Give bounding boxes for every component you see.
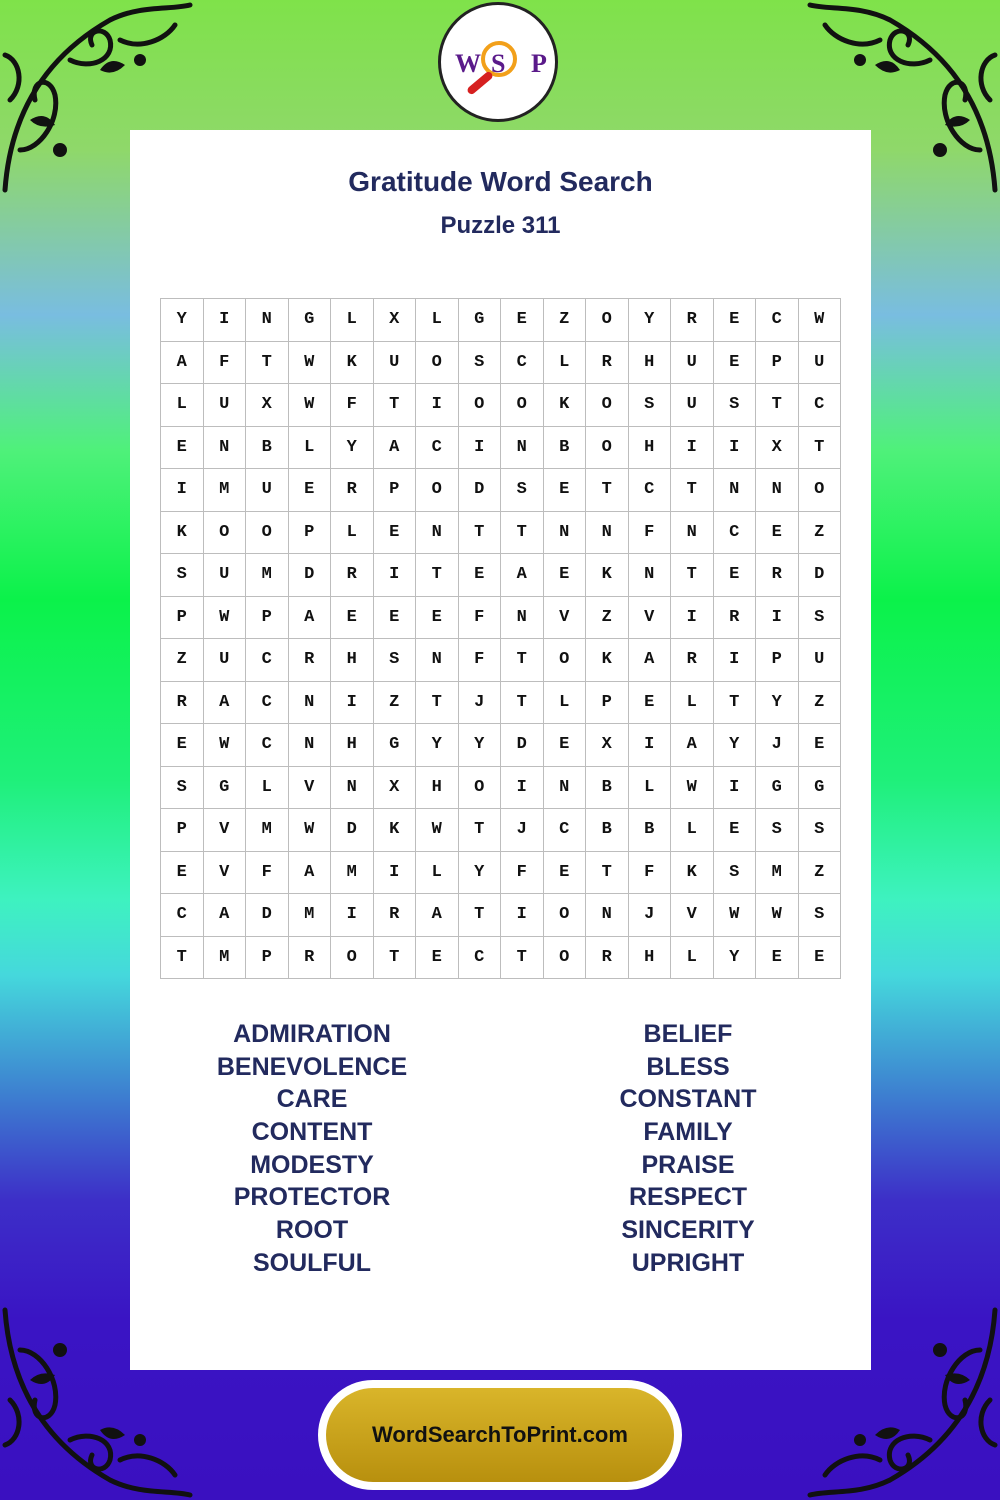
grid-cell[interactable]: C bbox=[416, 427, 459, 470]
grid-cell[interactable]: Z bbox=[799, 512, 842, 555]
grid-cell[interactable]: N bbox=[416, 639, 459, 682]
word-list-item: BLESS bbox=[646, 1052, 730, 1081]
grid-cell[interactable]: F bbox=[459, 597, 502, 640]
grid-cell[interactable]: W bbox=[416, 809, 459, 852]
grid-cell[interactable]: S bbox=[161, 554, 204, 597]
grid-cell[interactable]: F bbox=[204, 342, 247, 385]
grid-cell[interactable]: E bbox=[374, 512, 417, 555]
word-list-item: ADMIRATION bbox=[233, 1020, 391, 1048]
grid-cell[interactable]: P bbox=[161, 809, 204, 852]
puzzle-card bbox=[130, 130, 871, 1370]
grid-cell[interactable]: W bbox=[289, 342, 332, 385]
grid-cell[interactable]: H bbox=[416, 767, 459, 810]
grid-cell[interactable]: Y bbox=[459, 852, 502, 895]
grid-cell[interactable]: A bbox=[289, 597, 332, 640]
grid-cell[interactable]: C bbox=[459, 937, 502, 980]
site-link-banner[interactable] bbox=[318, 1380, 682, 1490]
grid-cell[interactable]: Y bbox=[416, 724, 459, 767]
grid-cell[interactable]: O bbox=[501, 384, 544, 427]
word-list-item: PRAISE bbox=[641, 1150, 735, 1179]
grid-cell[interactable]: P bbox=[586, 682, 629, 725]
grid-cell[interactable]: R bbox=[756, 554, 799, 597]
grid-cell[interactable]: Y bbox=[756, 682, 799, 725]
grid-cell[interactable]: G bbox=[756, 767, 799, 810]
grid-cell[interactable]: D bbox=[246, 894, 289, 937]
grid-cell[interactable]: U bbox=[799, 639, 842, 682]
grid-cell[interactable]: O bbox=[416, 342, 459, 385]
grid-cell[interactable]: E bbox=[756, 937, 799, 980]
grid-cell[interactable]: H bbox=[331, 724, 374, 767]
grid-cell[interactable]: E bbox=[161, 427, 204, 470]
grid-cell[interactable]: X bbox=[246, 384, 289, 427]
grid-cell[interactable]: E bbox=[544, 852, 587, 895]
grid-cell[interactable]: S bbox=[501, 469, 544, 512]
grid-cell[interactable]: E bbox=[161, 724, 204, 767]
grid-cell[interactable]: F bbox=[629, 852, 672, 895]
grid-cell[interactable]: Y bbox=[161, 299, 204, 342]
grid-cell[interactable]: Z bbox=[799, 682, 842, 725]
grid-cell[interactable]: I bbox=[204, 299, 247, 342]
grid-cell[interactable]: T bbox=[161, 937, 204, 980]
word-list-item: CONTENT bbox=[251, 1118, 373, 1147]
grid-cell[interactable]: I bbox=[374, 852, 417, 895]
grid-cell[interactable]: E bbox=[416, 937, 459, 980]
grid-cell[interactable]: C bbox=[799, 384, 842, 427]
grid-cell[interactable]: P bbox=[246, 937, 289, 980]
grid-cell[interactable]: R bbox=[289, 937, 332, 980]
grid-cell[interactable]: T bbox=[459, 512, 502, 555]
grid-cell[interactable]: U bbox=[204, 554, 247, 597]
grid-cell[interactable]: S bbox=[714, 384, 757, 427]
grid-cell[interactable]: I bbox=[501, 894, 544, 937]
grid-cell[interactable]: E bbox=[799, 937, 842, 980]
grid-cell[interactable]: C bbox=[246, 682, 289, 725]
grid-cell[interactable]: E bbox=[544, 469, 587, 512]
grid-cell[interactable]: L bbox=[416, 852, 459, 895]
grid-cell[interactable]: S bbox=[714, 852, 757, 895]
grid-cell[interactable]: K bbox=[161, 512, 204, 555]
grid-cell[interactable]: F bbox=[246, 852, 289, 895]
grid-cell[interactable]: E bbox=[289, 469, 332, 512]
grid-cell[interactable]: B bbox=[586, 809, 629, 852]
grid-cell[interactable]: T bbox=[586, 852, 629, 895]
grid-cell[interactable]: W bbox=[204, 724, 247, 767]
grid-cell[interactable]: I bbox=[459, 427, 502, 470]
grid-cell[interactable]: S bbox=[799, 809, 842, 852]
grid-cell[interactable]: I bbox=[714, 639, 757, 682]
grid-cell[interactable]: O bbox=[459, 767, 502, 810]
grid-cell[interactable]: W bbox=[799, 299, 842, 342]
grid-cell[interactable]: W bbox=[756, 894, 799, 937]
grid-cell[interactable]: N bbox=[331, 767, 374, 810]
grid-cell[interactable]: O bbox=[459, 384, 502, 427]
grid-cell[interactable]: O bbox=[544, 894, 587, 937]
grid-cell[interactable]: N bbox=[501, 427, 544, 470]
grid-cell[interactable]: I bbox=[331, 682, 374, 725]
grid-cell[interactable]: T bbox=[501, 682, 544, 725]
grid-cell[interactable]: C bbox=[714, 512, 757, 555]
grid-cell[interactable]: L bbox=[289, 427, 332, 470]
grid-cell[interactable]: T bbox=[714, 682, 757, 725]
grid-cell[interactable]: V bbox=[544, 597, 587, 640]
grid-cell[interactable]: S bbox=[756, 809, 799, 852]
word-list-item: CONSTANT bbox=[619, 1085, 757, 1114]
grid-cell[interactable]: B bbox=[629, 809, 672, 852]
grid-cell[interactable]: M bbox=[289, 894, 332, 937]
grid-cell[interactable]: B bbox=[246, 427, 289, 470]
grid-cell[interactable]: I bbox=[756, 597, 799, 640]
grid-cell[interactable]: C bbox=[501, 342, 544, 385]
grid-cell[interactable]: O bbox=[331, 937, 374, 980]
grid-cell[interactable]: R bbox=[586, 937, 629, 980]
grid-cell[interactable]: L bbox=[544, 342, 587, 385]
grid-cell[interactable]: H bbox=[331, 639, 374, 682]
word-list-item: BELIEF bbox=[643, 1020, 733, 1048]
grid-cell[interactable]: N bbox=[501, 597, 544, 640]
grid-cell[interactable]: E bbox=[501, 299, 544, 342]
grid-cell[interactable]: K bbox=[544, 384, 587, 427]
word-list-item: UPRIGHT bbox=[631, 1248, 745, 1277]
grid-cell[interactable]: T bbox=[799, 427, 842, 470]
grid-cell[interactable]: Z bbox=[374, 682, 417, 725]
grid-cell[interactable]: O bbox=[204, 512, 247, 555]
page-title: Gratitude Word Search bbox=[348, 166, 653, 197]
grid-cell[interactable]: R bbox=[289, 639, 332, 682]
grid-cell[interactable]: Z bbox=[799, 852, 842, 895]
grid-cell[interactable]: R bbox=[331, 469, 374, 512]
grid-cell[interactable]: W bbox=[204, 597, 247, 640]
grid-cell[interactable]: J bbox=[501, 809, 544, 852]
puzzle-number: Puzzle 311 bbox=[440, 212, 561, 239]
grid-cell[interactable]: T bbox=[374, 384, 417, 427]
grid-cell[interactable]: O bbox=[544, 937, 587, 980]
grid-cell[interactable]: O bbox=[416, 469, 459, 512]
grid-cell[interactable]: F bbox=[501, 852, 544, 895]
grid-cell[interactable]: I bbox=[416, 384, 459, 427]
grid-cell[interactable]: K bbox=[671, 852, 714, 895]
grid-cell[interactable]: A bbox=[374, 427, 417, 470]
word-list-item: PROTECTOR bbox=[233, 1183, 391, 1212]
grid-cell[interactable]: V bbox=[629, 597, 672, 640]
grid-cell[interactable]: D bbox=[501, 724, 544, 767]
grid-cell[interactable]: U bbox=[204, 384, 247, 427]
grid-cell[interactable]: D bbox=[289, 554, 332, 597]
grid-cell[interactable]: L bbox=[671, 809, 714, 852]
grid-cell[interactable]: G bbox=[799, 767, 842, 810]
grid-cell[interactable]: N bbox=[544, 767, 587, 810]
grid-cell[interactable]: L bbox=[331, 299, 374, 342]
grid-cell[interactable]: T bbox=[501, 512, 544, 555]
grid-cell[interactable]: M bbox=[756, 852, 799, 895]
grid-cell[interactable]: R bbox=[161, 682, 204, 725]
grid-cell[interactable]: T bbox=[671, 554, 714, 597]
grid-cell[interactable]: S bbox=[629, 384, 672, 427]
grid-cell[interactable]: L bbox=[161, 384, 204, 427]
grid-cell[interactable]: L bbox=[671, 682, 714, 725]
grid-cell[interactable]: W bbox=[289, 384, 332, 427]
site-link[interactable]: WordSearchToPrint.com bbox=[326, 1388, 674, 1482]
grid-cell[interactable]: E bbox=[544, 724, 587, 767]
letter-grid bbox=[160, 298, 841, 979]
grid-cell[interactable]: A bbox=[204, 682, 247, 725]
grid-cell[interactable]: H bbox=[629, 342, 672, 385]
grid-cell[interactable]: A bbox=[629, 639, 672, 682]
grid-cell[interactable]: M bbox=[204, 937, 247, 980]
grid-cell[interactable]: E bbox=[714, 554, 757, 597]
grid-cell[interactable]: I bbox=[671, 427, 714, 470]
grid-cell[interactable]: U bbox=[246, 469, 289, 512]
grid-cell[interactable]: U bbox=[374, 342, 417, 385]
word-list-item: FAMILY bbox=[643, 1118, 733, 1147]
grid-cell[interactable]: I bbox=[714, 767, 757, 810]
grid-cell[interactable]: Y bbox=[714, 937, 757, 980]
grid-cell[interactable]: O bbox=[799, 469, 842, 512]
grid-cell[interactable]: Y bbox=[629, 299, 672, 342]
grid-cell[interactable]: A bbox=[204, 894, 247, 937]
grid-cell[interactable]: Y bbox=[459, 724, 502, 767]
grid-cell[interactable]: S bbox=[799, 597, 842, 640]
grid-cell[interactable]: N bbox=[416, 512, 459, 555]
word-list-item: RESPECT bbox=[628, 1183, 748, 1212]
logo-letter-s: S bbox=[491, 49, 506, 78]
grid-cell[interactable]: E bbox=[374, 597, 417, 640]
grid-cell[interactable]: X bbox=[374, 299, 417, 342]
word-list-left-column bbox=[162, 1018, 462, 1280]
grid-cell[interactable]: I bbox=[714, 427, 757, 470]
grid-cell[interactable]: N bbox=[714, 469, 757, 512]
grid-cell[interactable]: R bbox=[331, 554, 374, 597]
grid-cell[interactable]: S bbox=[799, 894, 842, 937]
grid-cell[interactable]: A bbox=[289, 852, 332, 895]
grid-cell[interactable]: M bbox=[331, 852, 374, 895]
grid-cell[interactable]: N bbox=[629, 554, 672, 597]
grid-cell[interactable]: I bbox=[331, 894, 374, 937]
grid-cell[interactable]: V bbox=[204, 809, 247, 852]
grid-cell[interactable]: P bbox=[289, 512, 332, 555]
word-list-item: BENEVOLENCE bbox=[216, 1052, 408, 1081]
grid-cell[interactable]: V bbox=[204, 852, 247, 895]
grid-cell[interactable]: T bbox=[459, 809, 502, 852]
grid-cell[interactable]: C bbox=[544, 809, 587, 852]
grid-cell[interactable]: W bbox=[671, 767, 714, 810]
grid-cell[interactable]: A bbox=[671, 724, 714, 767]
grid-cell[interactable]: T bbox=[756, 384, 799, 427]
grid-cell[interactable]: T bbox=[501, 639, 544, 682]
grid-cell[interactable]: X bbox=[756, 427, 799, 470]
grid-cell[interactable]: N bbox=[544, 512, 587, 555]
grid-cell[interactable]: F bbox=[629, 512, 672, 555]
grid-cell[interactable]: S bbox=[374, 639, 417, 682]
grid-cell[interactable]: E bbox=[629, 682, 672, 725]
grid-cell[interactable]: N bbox=[289, 724, 332, 767]
grid-cell[interactable]: T bbox=[416, 554, 459, 597]
grid-cell[interactable]: T bbox=[501, 937, 544, 980]
grid-cell[interactable]: K bbox=[331, 342, 374, 385]
word-list-right-column bbox=[538, 1018, 838, 1280]
grid-cell[interactable]: R bbox=[374, 894, 417, 937]
word-list-item: ROOT bbox=[275, 1216, 349, 1245]
grid-cell[interactable]: P bbox=[246, 597, 289, 640]
grid-cell[interactable]: W bbox=[289, 809, 332, 852]
grid-cell[interactable]: A bbox=[161, 342, 204, 385]
grid-cell[interactable]: E bbox=[714, 809, 757, 852]
grid-cell[interactable]: C bbox=[246, 724, 289, 767]
site-logo[interactable] bbox=[438, 2, 558, 122]
word-list-item: SINCERITY bbox=[621, 1216, 755, 1245]
grid-cell[interactable]: M bbox=[204, 469, 247, 512]
grid-cell[interactable]: T bbox=[416, 682, 459, 725]
grid-cell[interactable]: G bbox=[459, 299, 502, 342]
grid-cell[interactable]: N bbox=[671, 512, 714, 555]
grid-cell[interactable]: E bbox=[161, 852, 204, 895]
grid-cell[interactable]: O bbox=[586, 427, 629, 470]
grid-cell[interactable]: T bbox=[586, 469, 629, 512]
grid-cell[interactable]: L bbox=[331, 512, 374, 555]
grid-cell[interactable]: P bbox=[756, 639, 799, 682]
grid-cell[interactable]: R bbox=[714, 597, 757, 640]
grid-cell[interactable]: Z bbox=[544, 299, 587, 342]
grid-cell[interactable]: I bbox=[501, 767, 544, 810]
grid-cell[interactable]: F bbox=[331, 384, 374, 427]
grid-cell[interactable]: U bbox=[204, 639, 247, 682]
grid-cell[interactable]: D bbox=[799, 554, 842, 597]
grid-cell[interactable]: V bbox=[289, 767, 332, 810]
grid-cell[interactable]: N bbox=[289, 682, 332, 725]
grid-cell[interactable]: U bbox=[799, 342, 842, 385]
grid-cell[interactable]: C bbox=[161, 894, 204, 937]
grid-cell[interactable]: O bbox=[586, 384, 629, 427]
grid-cell[interactable]: A bbox=[416, 894, 459, 937]
grid-cell[interactable]: M bbox=[246, 554, 289, 597]
grid-cell[interactable]: R bbox=[586, 342, 629, 385]
grid-cell[interactable]: G bbox=[204, 767, 247, 810]
grid-cell[interactable]: Z bbox=[161, 639, 204, 682]
grid-cell[interactable]: F bbox=[459, 639, 502, 682]
grid-cell[interactable]: J bbox=[756, 724, 799, 767]
grid-cell[interactable]: E bbox=[459, 554, 502, 597]
grid-cell[interactable]: K bbox=[374, 809, 417, 852]
grid-cell[interactable]: O bbox=[586, 299, 629, 342]
grid-cell[interactable]: K bbox=[586, 639, 629, 682]
grid-cell[interactable]: T bbox=[671, 469, 714, 512]
grid-cell[interactable]: I bbox=[629, 724, 672, 767]
grid-cell[interactable]: J bbox=[459, 682, 502, 725]
word-list-item: CARE bbox=[276, 1085, 348, 1114]
grid-cell[interactable]: G bbox=[289, 299, 332, 342]
grid-cell[interactable]: E bbox=[714, 299, 757, 342]
grid-cell[interactable]: T bbox=[246, 342, 289, 385]
grid-cell[interactable]: S bbox=[161, 767, 204, 810]
grid-cell[interactable]: H bbox=[629, 427, 672, 470]
grid-cell[interactable]: Y bbox=[714, 724, 757, 767]
grid-cell[interactable]: J bbox=[629, 894, 672, 937]
grid-cell[interactable]: U bbox=[671, 384, 714, 427]
grid-cell[interactable]: P bbox=[161, 597, 204, 640]
grid-cell[interactable]: I bbox=[374, 554, 417, 597]
grid-cell[interactable]: E bbox=[756, 512, 799, 555]
grid-cell[interactable]: L bbox=[416, 299, 459, 342]
grid-cell[interactable]: D bbox=[331, 809, 374, 852]
word-list-item: MODESTY bbox=[250, 1150, 374, 1179]
logo-letter-w: W bbox=[455, 49, 481, 78]
grid-cell[interactable]: S bbox=[459, 342, 502, 385]
word-list-item: SOULFUL bbox=[252, 1248, 372, 1277]
logo-letter-p: P bbox=[531, 49, 547, 78]
grid-cell[interactable]: V bbox=[671, 894, 714, 937]
grid-cell[interactable]: E bbox=[331, 597, 374, 640]
grid-cell[interactable]: A bbox=[501, 554, 544, 597]
grid-cell[interactable]: M bbox=[246, 809, 289, 852]
grid-cell[interactable]: X bbox=[586, 724, 629, 767]
grid-cell[interactable]: L bbox=[246, 767, 289, 810]
grid-cell[interactable]: C bbox=[246, 639, 289, 682]
grid-cell[interactable]: W bbox=[714, 894, 757, 937]
grid-cell[interactable]: E bbox=[714, 342, 757, 385]
grid-cell[interactable]: P bbox=[374, 469, 417, 512]
grid-cell[interactable]: C bbox=[629, 469, 672, 512]
grid-cell[interactable]: N bbox=[756, 469, 799, 512]
grid-cell[interactable]: I bbox=[161, 469, 204, 512]
grid-cell[interactable]: O bbox=[544, 639, 587, 682]
grid-cell[interactable]: G bbox=[374, 724, 417, 767]
grid-cell[interactable]: U bbox=[671, 342, 714, 385]
grid-cell[interactable]: N bbox=[586, 512, 629, 555]
grid-cell[interactable]: E bbox=[544, 554, 587, 597]
grid-cell[interactable]: H bbox=[629, 937, 672, 980]
grid-cell[interactable]: N bbox=[246, 299, 289, 342]
grid-cell[interactable]: R bbox=[671, 299, 714, 342]
grid-cell[interactable]: B bbox=[544, 427, 587, 470]
grid-cell[interactable]: E bbox=[416, 597, 459, 640]
grid-cell[interactable]: N bbox=[204, 427, 247, 470]
grid-cell[interactable]: C bbox=[756, 299, 799, 342]
grid-cell[interactable]: N bbox=[586, 894, 629, 937]
grid-cell[interactable]: O bbox=[246, 512, 289, 555]
grid-cell[interactable]: D bbox=[459, 469, 502, 512]
grid-cell[interactable]: Z bbox=[586, 597, 629, 640]
grid-cell[interactable]: Y bbox=[331, 427, 374, 470]
grid-cell[interactable]: P bbox=[756, 342, 799, 385]
grid-cell[interactable]: K bbox=[586, 554, 629, 597]
grid-cell[interactable]: X bbox=[374, 767, 417, 810]
grid-cell[interactable]: L bbox=[544, 682, 587, 725]
grid-cell[interactable]: T bbox=[459, 894, 502, 937]
grid-cell[interactable]: L bbox=[629, 767, 672, 810]
grid-cell[interactable]: T bbox=[374, 937, 417, 980]
grid-cell[interactable]: I bbox=[671, 597, 714, 640]
grid-cell[interactable]: B bbox=[586, 767, 629, 810]
grid-cell[interactable]: R bbox=[671, 639, 714, 682]
grid-cell[interactable]: E bbox=[799, 724, 842, 767]
grid-cell[interactable]: L bbox=[671, 937, 714, 980]
